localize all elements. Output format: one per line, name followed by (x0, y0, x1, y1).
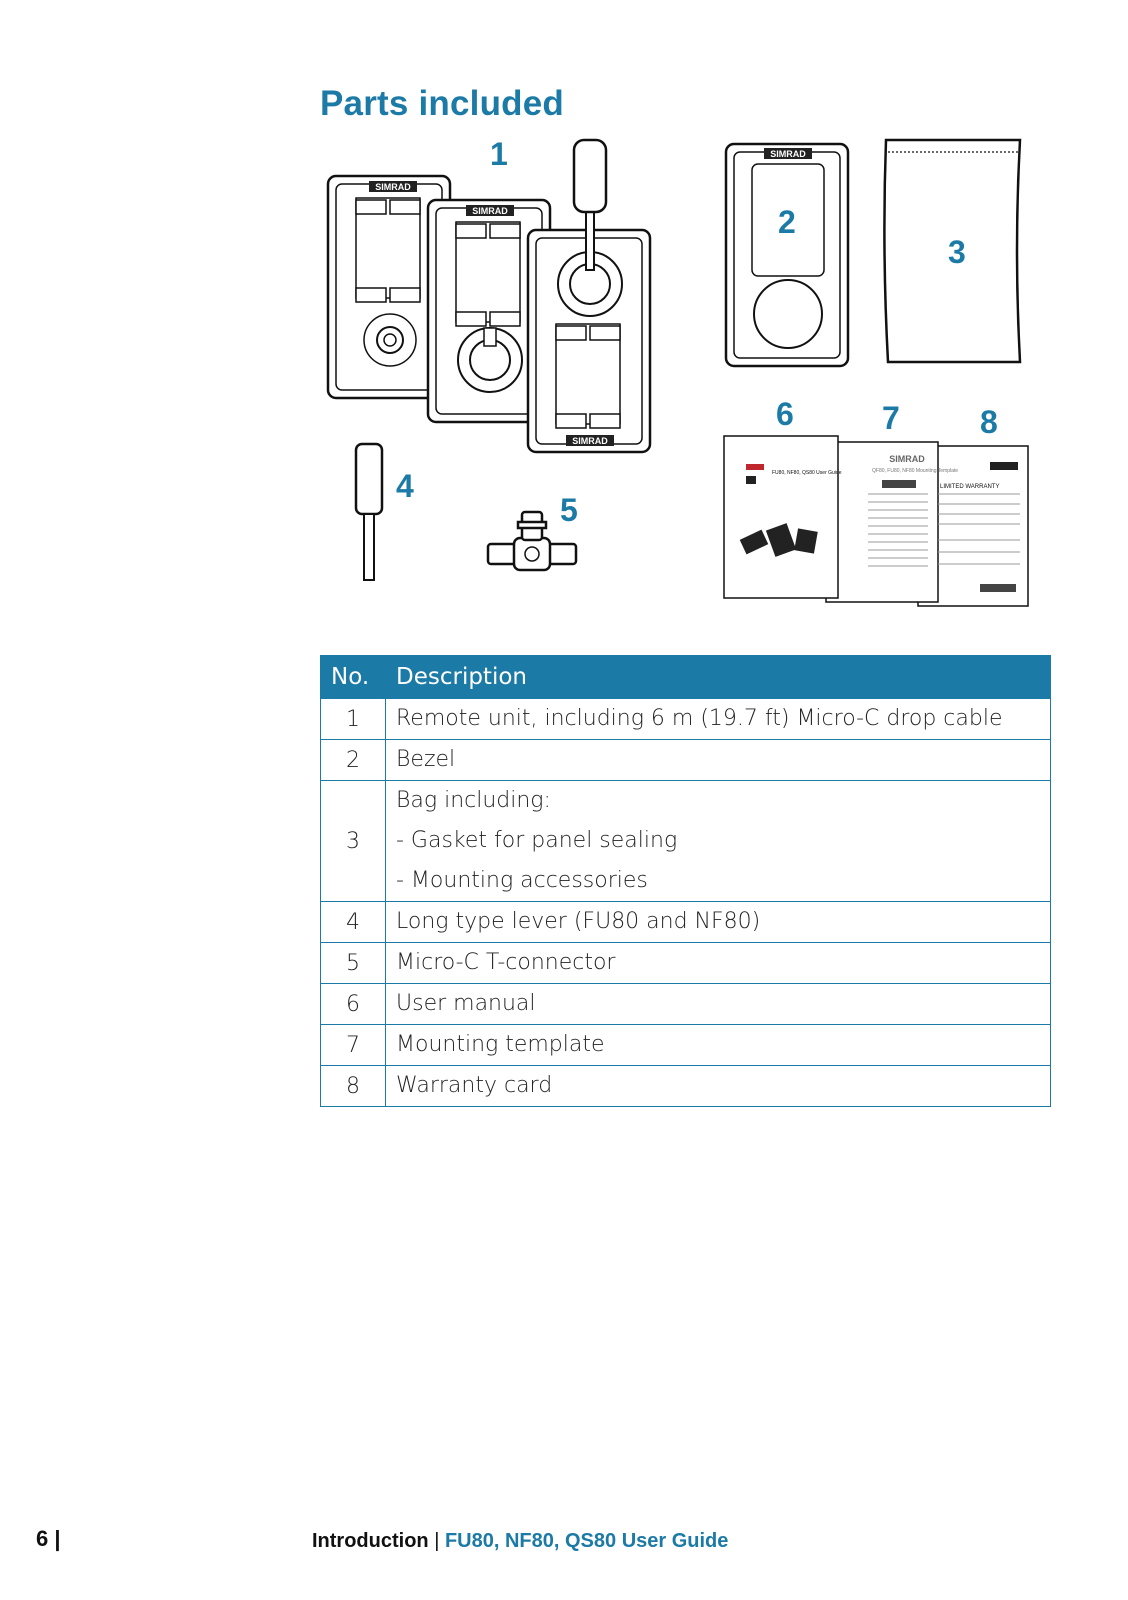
figure-label-2: 2 (778, 204, 796, 240)
row-number: 3 (321, 781, 386, 902)
brand-label-2: SIMRAD (472, 206, 508, 216)
row-number: 6 (321, 984, 386, 1025)
figure-label-8: 8 (980, 404, 998, 440)
column-header-description: Description (386, 656, 1051, 699)
row-number: 1 (321, 699, 386, 740)
row-number: 2 (321, 740, 386, 781)
table-row (321, 1025, 1051, 1066)
description-line: User manual (396, 991, 536, 1016)
manual-cover-text: FU80, NF80, QS80 User Guide (772, 470, 842, 476)
template-title-text: QF80, FU80, NF80 Mounting Template (872, 468, 959, 474)
bezel (726, 144, 848, 366)
footer-document-title: FU80, NF80, QS80 User Guide (444, 1530, 729, 1552)
row-number: 7 (321, 1025, 386, 1066)
page-title: Parts included (320, 84, 564, 123)
table-row (321, 984, 1051, 1025)
table-header-row (321, 656, 1051, 699)
row-description (386, 984, 1051, 1025)
figure-label-6: 6 (776, 396, 794, 432)
description-line: Mounting template (396, 1032, 605, 1057)
description-line: Remote unit, including 6 m (19.7 ft) Micro-C drop cable (396, 706, 1003, 731)
row-description (386, 699, 1051, 740)
warranty-title-text: LIMITED WARRANTY (940, 484, 1000, 490)
row-description (386, 943, 1051, 984)
row-description (386, 902, 1051, 943)
row-description (386, 781, 1051, 902)
figure-label-1: 1 (490, 136, 508, 172)
page-number: 6 | (36, 1526, 61, 1551)
footer-section: Introduction (312, 1530, 429, 1552)
description-line: Bag including: (396, 788, 551, 813)
description-line: Long type lever (FU80 and NF80) (396, 909, 761, 934)
brand-label-3: SIMRAD (572, 436, 608, 446)
description-line: - Mounting accessories (396, 868, 648, 893)
remote-unit-front (528, 140, 650, 452)
brand-label-bezel: SIMRAD (770, 149, 806, 159)
parts-table (320, 655, 1051, 1107)
table-row (321, 740, 1051, 781)
figure-label-3: 3 (948, 234, 966, 270)
column-header-no: No. (321, 656, 386, 699)
table-row (321, 902, 1051, 943)
long-lever (356, 444, 382, 580)
figure-label-5: 5 (560, 492, 578, 528)
documents (724, 436, 1028, 606)
brand-label-1: SIMRAD (375, 182, 411, 192)
parts-illustration (0, 0, 1128, 640)
row-number: 5 (321, 943, 386, 984)
figure-label-4: 4 (396, 468, 414, 504)
row-number: 4 (321, 902, 386, 943)
table-row (321, 781, 1051, 902)
row-description (386, 1066, 1051, 1107)
brand-label-template: SIMRAD (889, 454, 925, 464)
row-description (386, 1025, 1051, 1066)
running-footer (312, 1530, 728, 1553)
description-line: Micro-C T-connector (396, 950, 616, 975)
footer-separator: | (428, 1530, 445, 1552)
description-line: - Gasket for panel sealing (396, 828, 678, 853)
table-row (321, 943, 1051, 984)
row-description (386, 740, 1051, 781)
description-line: Warranty card (396, 1073, 553, 1098)
figure-label-7: 7 (882, 400, 900, 436)
table-row (321, 699, 1051, 740)
description-line: Bezel (396, 747, 456, 772)
table-row (321, 1066, 1051, 1107)
row-number: 8 (321, 1066, 386, 1107)
